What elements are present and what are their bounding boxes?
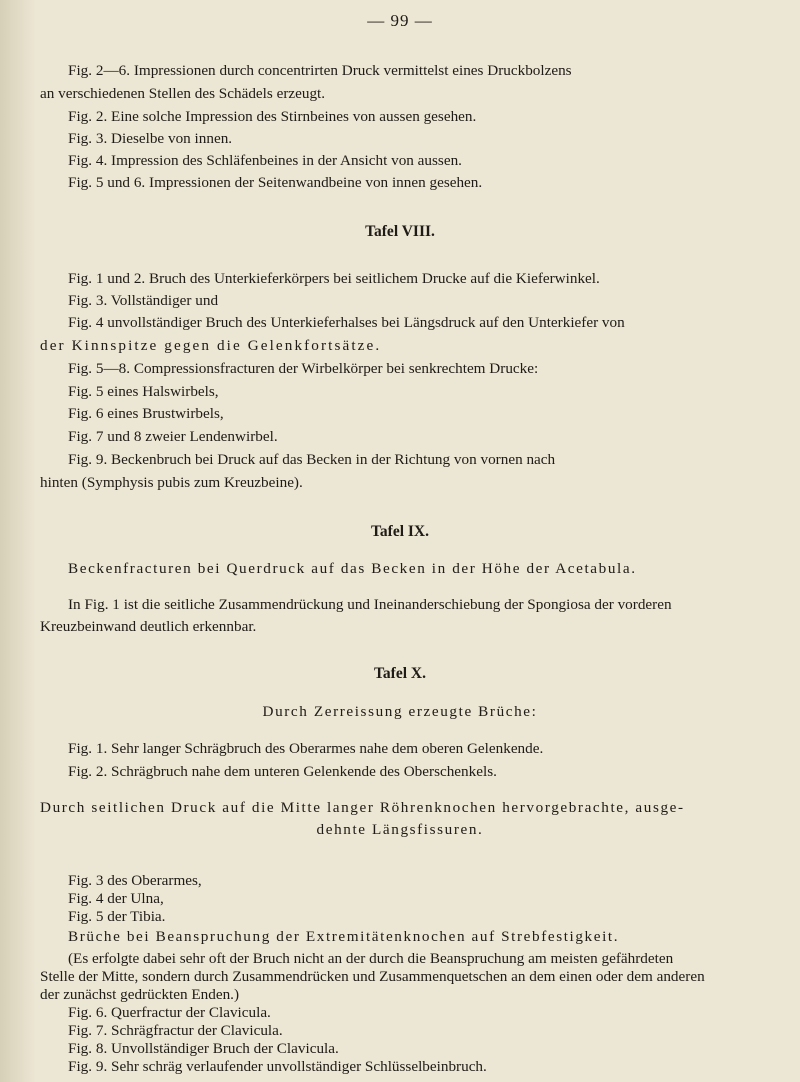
intro-fig-4: Fig. 4. Impression des Schläfenbeines in der Ansicht von aussen. [68,152,462,169]
tafel10-fig-5: Fig. 5 der Tibia. [68,908,166,925]
tafel10-lead-line-1: Durch seitlichen Druck auf die Mitte langer Röhrenknochen hervorgebrachte, ausge- [40,799,685,816]
tafel8-line-8: Fig. 7 und 8 zweier Lendenwirbel. [68,428,278,445]
tafel10-lead-line-2: dehnte Längsfissuren. [316,821,484,838]
tafel8-line-4: der Kinnspitze gegen die Gelenkfortsätze. [40,337,382,354]
page-number: — 99 — [367,11,433,30]
page-edge-shadow [0,0,36,1082]
tafel10-fig-9: Fig. 9. Sehr schräg verlaufender unvollständiger Schlüsselbeinbruch. [68,1058,487,1075]
intro-line-1: Fig. 2—6. Impressionen durch concentrirten Druck vermittelst eines Druckbolzens [68,62,572,79]
tafel10-fig-1: Fig. 1. Sehr langer Schrägbruch des Oberarmes nahe dem oberen Gelenkende. [68,740,544,757]
heading-tafel-ix: Tafel IX. [371,523,429,540]
tafel8-line-6: Fig. 5 eines Halswirbels, [68,383,219,400]
tafel10-note-line-1: (Es erfolgte dabei sehr oft der Bruch nicht an der durch die Beanspruchung am meisten gefährdeten [68,950,674,967]
tafel10-note-line-2: Stelle der Mitte, sondern durch Zusammendrücken und Zusammenquetschen an dem einen oder dem anderen [40,968,705,985]
tafel10-fig-8: Fig. 8. Unvollständiger Bruch der Clavicula. [68,1040,339,1057]
tafel9-paragraph-line-2: Kreuzbeinwand deutlich erkennbar. [40,618,257,635]
tafel8-line-9: Fig. 9. Beckenbruch bei Druck auf das Becken in der Richtung von vornen nach [68,451,556,468]
tafel8-line-10: hinten (Symphysis pubis zum Kreuzbeine). [40,474,303,491]
tafel10-fig-4: Fig. 4 der Ulna, [68,890,164,907]
tafel10-fig-2: Fig. 2. Schrägbruch nahe dem unteren Gelenkende des Oberschenkels. [68,763,497,780]
tafel9-subtitle: Beckenfracturen bei Querdruck auf das Becken in der Höhe der Acetabula. [68,560,637,577]
tafel8-line-7: Fig. 6 eines Brustwirbels, [68,405,224,422]
heading-tafel-x: Tafel X. [374,665,426,682]
tafel10-fig-3: Fig. 3 des Oberarmes, [68,872,202,889]
heading-tafel-viii: Tafel VIII. [365,223,435,240]
tafel10-fig-7: Fig. 7. Schrägfractur der Clavicula. [68,1022,283,1039]
tafel10-subtitle: Durch Zerreissung erzeugte Brüche: [262,703,538,720]
tafel10-subtitle-2: Brüche bei Beanspruchung der Extremitätenknochen auf Strebfestigkeit. [68,928,620,945]
tafel9-paragraph-line-1: In Fig. 1 ist die seitliche Zusammendrückung und Ineinanderschiebung der Spongiosa der vorderen [68,596,672,613]
tafel10-fig-6: Fig. 6. Querfractur der Clavicula. [68,1004,271,1021]
intro-line-2: an verschiedenen Stellen des Schädels erzeugt. [40,85,326,102]
tafel8-line-2: Fig. 3. Vollständiger und [68,292,219,309]
tafel10-note-line-3: der zunächst gedrückten Enden.) [40,986,240,1003]
intro-fig-3: Fig. 3. Dieselbe von innen. [68,130,233,147]
intro-fig-2: Fig. 2. Eine solche Impression des Stirnbeines von aussen gesehen. [68,108,477,125]
tafel8-line-1: Fig. 1 und 2. Bruch des Unterkieferkörpers bei seitlichem Drucke auf die Kieferwinkel. [68,270,600,287]
tafel8-line-5: Fig. 5—8. Compressionsfracturen der Wirbelkörper bei senkrechtem Drucke: [68,360,539,377]
intro-fig-5-6: Fig. 5 und 6. Impressionen der Seitenwandbeine von innen gesehen. [68,174,483,191]
tafel8-line-3: Fig. 4 unvollständiger Bruch des Unterkieferhalses bei Längsdruck auf den Unterkiefer von [68,314,625,331]
